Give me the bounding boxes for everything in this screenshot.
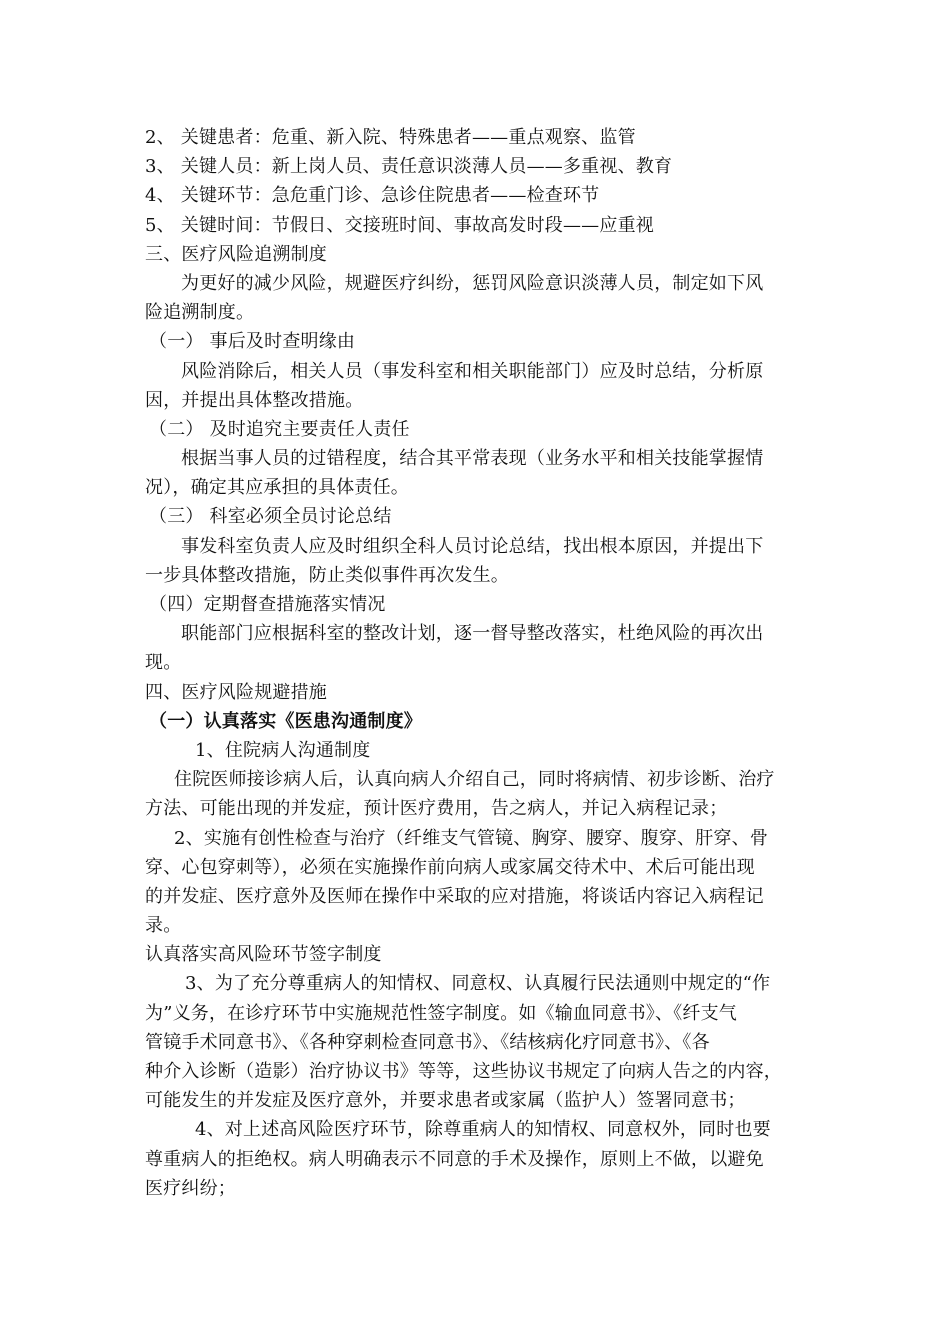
bold-subsection-heading: （一）认真落实《医患沟通制度》 <box>149 710 422 732</box>
paragraph-line: 管镜手术同意书》、《各种穿刺检查同意书》、《结核病化疗同意书》、《各 <box>145 1031 710 1053</box>
paragraph-line: 2、实施有创性检查与治疗（纤维支气管镜、胸穿、腰穿、腹穿、肝穿、骨 <box>174 827 769 849</box>
subsection-heading-3: （三） 科室必须全员讨论总结 <box>149 506 392 528</box>
numbered-item-heading: 1、住院病人沟通制度 <box>195 739 371 761</box>
paragraph-line: 风险消除后，相关人员（事发科室和相关职能部门）应及时总结，分析原 <box>181 360 764 382</box>
subsection-heading-4: （四）定期督查措施落实情况 <box>149 594 386 615</box>
list-item-key-time: 5、 关键时间：节假日、交接班时间、事故高发时段——应重视 <box>145 214 654 236</box>
paragraph-line: 医疗纠纷； <box>145 1177 236 1199</box>
subsection-heading-1: （一） 事后及时查明缘由 <box>149 331 356 353</box>
paragraph-line: 况），确定其应承担的具体责任。 <box>145 477 409 499</box>
paragraph-line: 职能部门应根据科室的整改计划，逐一督导整改落实，杜绝风险的再次出 <box>181 623 764 645</box>
paragraph-line: 事发科室负责人应及时组织全科人员讨论总结，找出根本原因，并提出下 <box>181 535 764 557</box>
paragraph-line: 4、对上述高风险医疗环节，除尊重病人的知情权、同意权外，同时也要 <box>195 1119 771 1141</box>
paragraph-line: 方法、可能出现的并发症，预计医疗费用，告之病人，并记入病程记录； <box>145 798 728 820</box>
paragraph-line: 一步具体整改措施，防止类似事件再次发生。 <box>145 564 509 586</box>
list-item-key-personnel: 3、 关键人员：新上岗人员、责任意识淡薄人员——多重视、教育 <box>145 156 673 178</box>
paragraph-line: 的并发症、医疗意外及医师在操作中采取的应对措施，将谈话内容记入病程记 <box>145 885 764 907</box>
document-page <box>145 123 815 1203</box>
paragraph-line: 穿、心包穿刺等），必须在实施操作前向病人或家属交待术中、术后可能出现 <box>145 856 755 878</box>
paragraph-line: 为更好的减少风险，规避医疗纠纷，惩罚风险意识淡薄人员，制定如下风 <box>181 272 764 294</box>
paragraph-line: 为”义务，在诊疗环节中实施规范性签字制度。如《输血同意书》、《纤支气 <box>145 1002 737 1024</box>
paragraph-line: 住院医师接诊病人后，认真向病人介绍自己，同时将病情、初步诊断、治疗 <box>174 769 775 791</box>
subsection-heading-2: （二） 及时追究主要责任人责任 <box>149 418 410 440</box>
paragraph-line: 现。 <box>145 652 182 674</box>
paragraph-line: 险追溯制度。 <box>145 302 255 324</box>
section-heading-4: 四、医疗风险规避措施 <box>145 681 327 703</box>
paragraph-line: 可能发生的并发症及医疗意外，并要求患者或家属（监护人）签署同意书； <box>145 1090 746 1112</box>
paragraph-line: 根据当事人员的过错程度，结合其平常表现（业务水平和相关技能掌握情 <box>181 448 764 470</box>
paragraph-line: 3、为了充分尊重病人的知情权、同意权、认真履行民法通则中规定的“作 <box>185 973 771 995</box>
section-heading-signature: 认真落实高风险环节签字制度 <box>145 944 382 966</box>
paragraph-line: 因，并提出具体整改措施。 <box>145 389 364 411</box>
list-item-key-links: 4、 关键环节：急危重门诊、急诊住院患者——检查环节 <box>145 185 600 207</box>
section-heading-3: 三、医疗风险追溯制度 <box>145 243 327 265</box>
list-item-key-patients: 2、 关键患者：危重、新入院、特殊患者——重点观察、监管 <box>145 127 636 148</box>
paragraph-line: 尊重病人的拒绝权。病人明确表示不同意的手术及操作，原则上不做，以避免 <box>145 1148 764 1170</box>
paragraph-line: 种介入诊断（造影）治疗协议书》等等，这些协议书规定了向病人告之的内容， <box>145 1061 782 1082</box>
paragraph-line: 录。 <box>145 915 182 937</box>
